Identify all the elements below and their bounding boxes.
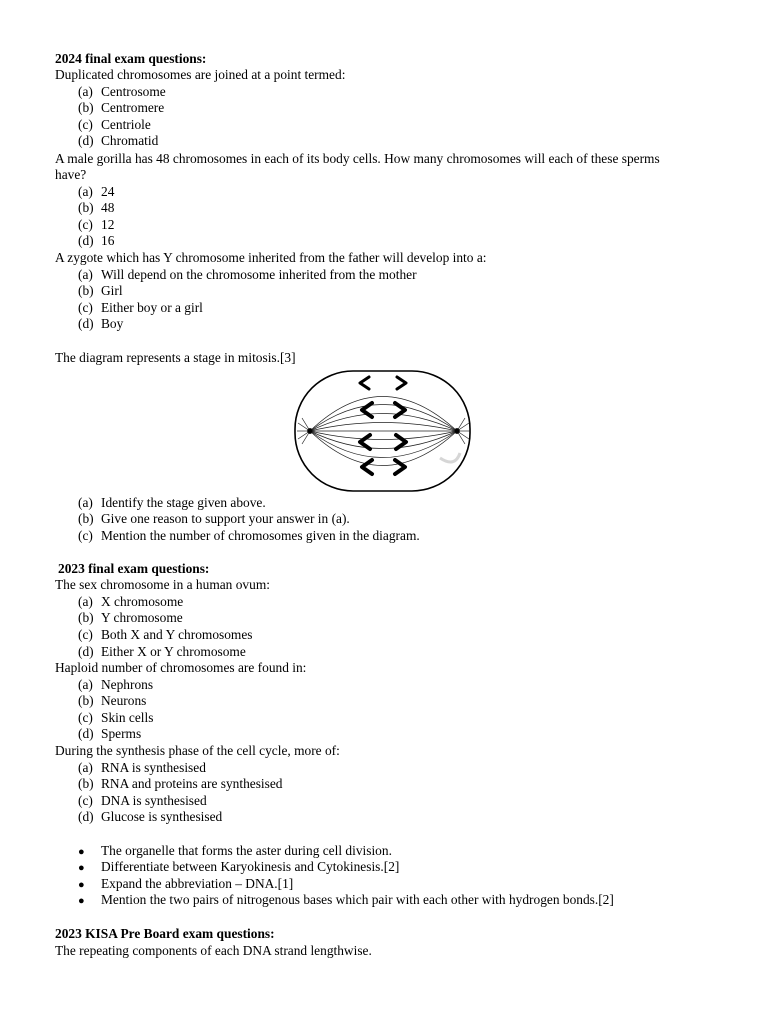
- option-label: (c): [78, 528, 93, 543]
- question-stem: The sex chromosome in a human ovum:: [55, 577, 270, 592]
- option-text: Nephrons: [101, 677, 154, 692]
- bullet-dot: ●: [78, 895, 85, 907]
- option-text: 16: [101, 233, 115, 248]
- option: [78, 233, 114, 250]
- option: [78, 316, 123, 333]
- option-text: Boy: [101, 316, 124, 331]
- option-label: (c): [78, 710, 93, 725]
- option-text: Skin cells: [101, 710, 154, 725]
- option-label: (c): [78, 627, 93, 642]
- option: [78, 217, 114, 234]
- option-label: (d): [78, 316, 94, 331]
- option-text: 48: [101, 200, 115, 215]
- question-stem: The diagram represents a stage in mitosis.[3]: [55, 350, 296, 365]
- option: [78, 693, 146, 710]
- option: [78, 594, 183, 611]
- option-label: (c): [78, 117, 93, 132]
- option-text: Give one reason to support your answer in (a).: [101, 511, 350, 526]
- bullet-text: The organelle that forms the aster during cell division.: [101, 843, 392, 858]
- option: [78, 528, 420, 545]
- option: [78, 184, 114, 201]
- option-text: X chromosome: [101, 594, 184, 609]
- option-text: Identify the stage given above.: [101, 495, 266, 510]
- option-label: (b): [78, 776, 94, 791]
- option: [78, 627, 253, 644]
- option-text: Centriole: [101, 117, 151, 132]
- bullet-item: [78, 892, 614, 910]
- option: [78, 710, 153, 727]
- option-text: RNA is synthesised: [101, 760, 206, 775]
- option-text: Centromere: [101, 100, 165, 115]
- option-label: (b): [78, 610, 94, 625]
- option-text: Both X and Y chromosomes: [101, 627, 253, 642]
- option: [78, 726, 141, 743]
- mitosis-diagram: [290, 368, 475, 494]
- section-heading-2024: 2024 final exam questions:: [55, 51, 207, 66]
- option-label: (a): [78, 267, 93, 282]
- option-label: (d): [78, 233, 94, 248]
- option-text: Y chromosome: [101, 610, 183, 625]
- option: [78, 283, 123, 300]
- question-stem-continued: have?: [55, 167, 87, 182]
- option-text: DNA is synthesised: [101, 793, 207, 808]
- option: [78, 511, 350, 528]
- option: [78, 84, 166, 101]
- question-stem: The repeating components of each DNA strand lengthwise.: [55, 943, 372, 958]
- option-text: 24: [101, 184, 115, 199]
- option: [78, 644, 246, 661]
- option-label: (a): [78, 495, 93, 510]
- option: [78, 776, 283, 793]
- option: [78, 793, 207, 810]
- bullet-item: [78, 876, 293, 894]
- bullet-dot: ●: [78, 879, 85, 891]
- option: [78, 267, 417, 284]
- option-label: (d): [78, 133, 94, 148]
- question-stem: During the synthesis phase of the cell cycle, more of:: [55, 743, 340, 758]
- option: [78, 200, 114, 217]
- option: [78, 809, 222, 826]
- option: [78, 133, 158, 150]
- bullet-item: [78, 859, 399, 877]
- bullet-text: Mention the two pairs of nitrogenous bases which pair with each other with hydrogen bonds.[2]: [101, 892, 614, 907]
- option-label: (a): [78, 760, 93, 775]
- bullet-dot: ●: [78, 846, 85, 858]
- option-label: (d): [78, 809, 94, 824]
- option: [78, 300, 203, 317]
- option: [78, 677, 153, 694]
- question-stem: Duplicated chromosomes are joined at a point termed:: [55, 67, 346, 82]
- option-label: (c): [78, 793, 93, 808]
- option: [78, 495, 266, 512]
- option-text: Mention the number of chromosomes given in the diagram.: [101, 528, 420, 543]
- option-text: Will depend on the chromosome inherited from the mother: [101, 267, 417, 282]
- option-text: RNA and proteins are synthesised: [101, 776, 283, 791]
- bullet-item: [78, 843, 392, 861]
- option-label: (a): [78, 184, 93, 199]
- option-text: 12: [101, 217, 115, 232]
- option-text: Neurons: [101, 693, 147, 708]
- option-label: (c): [78, 217, 93, 232]
- option: [78, 760, 206, 777]
- bullet-text: Differentiate between Karyokinesis and Cytokinesis.[2]: [101, 859, 400, 874]
- option: [78, 117, 151, 134]
- option-label: (a): [78, 594, 93, 609]
- option: [78, 100, 164, 117]
- section-heading-2023: 2023 final exam questions:: [58, 561, 210, 576]
- option-text: Centrosome: [101, 84, 166, 99]
- option-label: (c): [78, 300, 93, 315]
- option-label: (b): [78, 100, 94, 115]
- option-text: Chromatid: [101, 133, 159, 148]
- section-heading-kisa: 2023 KISA Pre Board exam questions:: [55, 926, 275, 941]
- option-text: Either X or Y chromosome: [101, 644, 246, 659]
- option-label: (b): [78, 283, 94, 298]
- option-label: (a): [78, 677, 93, 692]
- question-stem: A zygote which has Y chromosome inherited from the father will develop into a:: [55, 250, 487, 265]
- option-label: (a): [78, 84, 93, 99]
- option-text: Glucose is synthesised: [101, 809, 223, 824]
- option-label: (b): [78, 200, 94, 215]
- option-label: (d): [78, 644, 94, 659]
- option-label: (b): [78, 693, 94, 708]
- option: [78, 610, 183, 627]
- question-stem: A male gorilla has 48 chromosomes in each of its body cells. How many chromosomes will each of these sperms: [55, 151, 660, 166]
- option-text: Either boy or a girl: [101, 300, 203, 315]
- option-text: Girl: [101, 283, 123, 298]
- question-stem: Haploid number of chromosomes are found in:: [55, 660, 307, 675]
- option-label: (b): [78, 511, 94, 526]
- bullet-dot: ●: [78, 862, 85, 874]
- option-text: Sperms: [101, 726, 142, 741]
- option-label: (d): [78, 726, 94, 741]
- bullet-text: Expand the abbreviation – DNA.[1]: [101, 876, 294, 891]
